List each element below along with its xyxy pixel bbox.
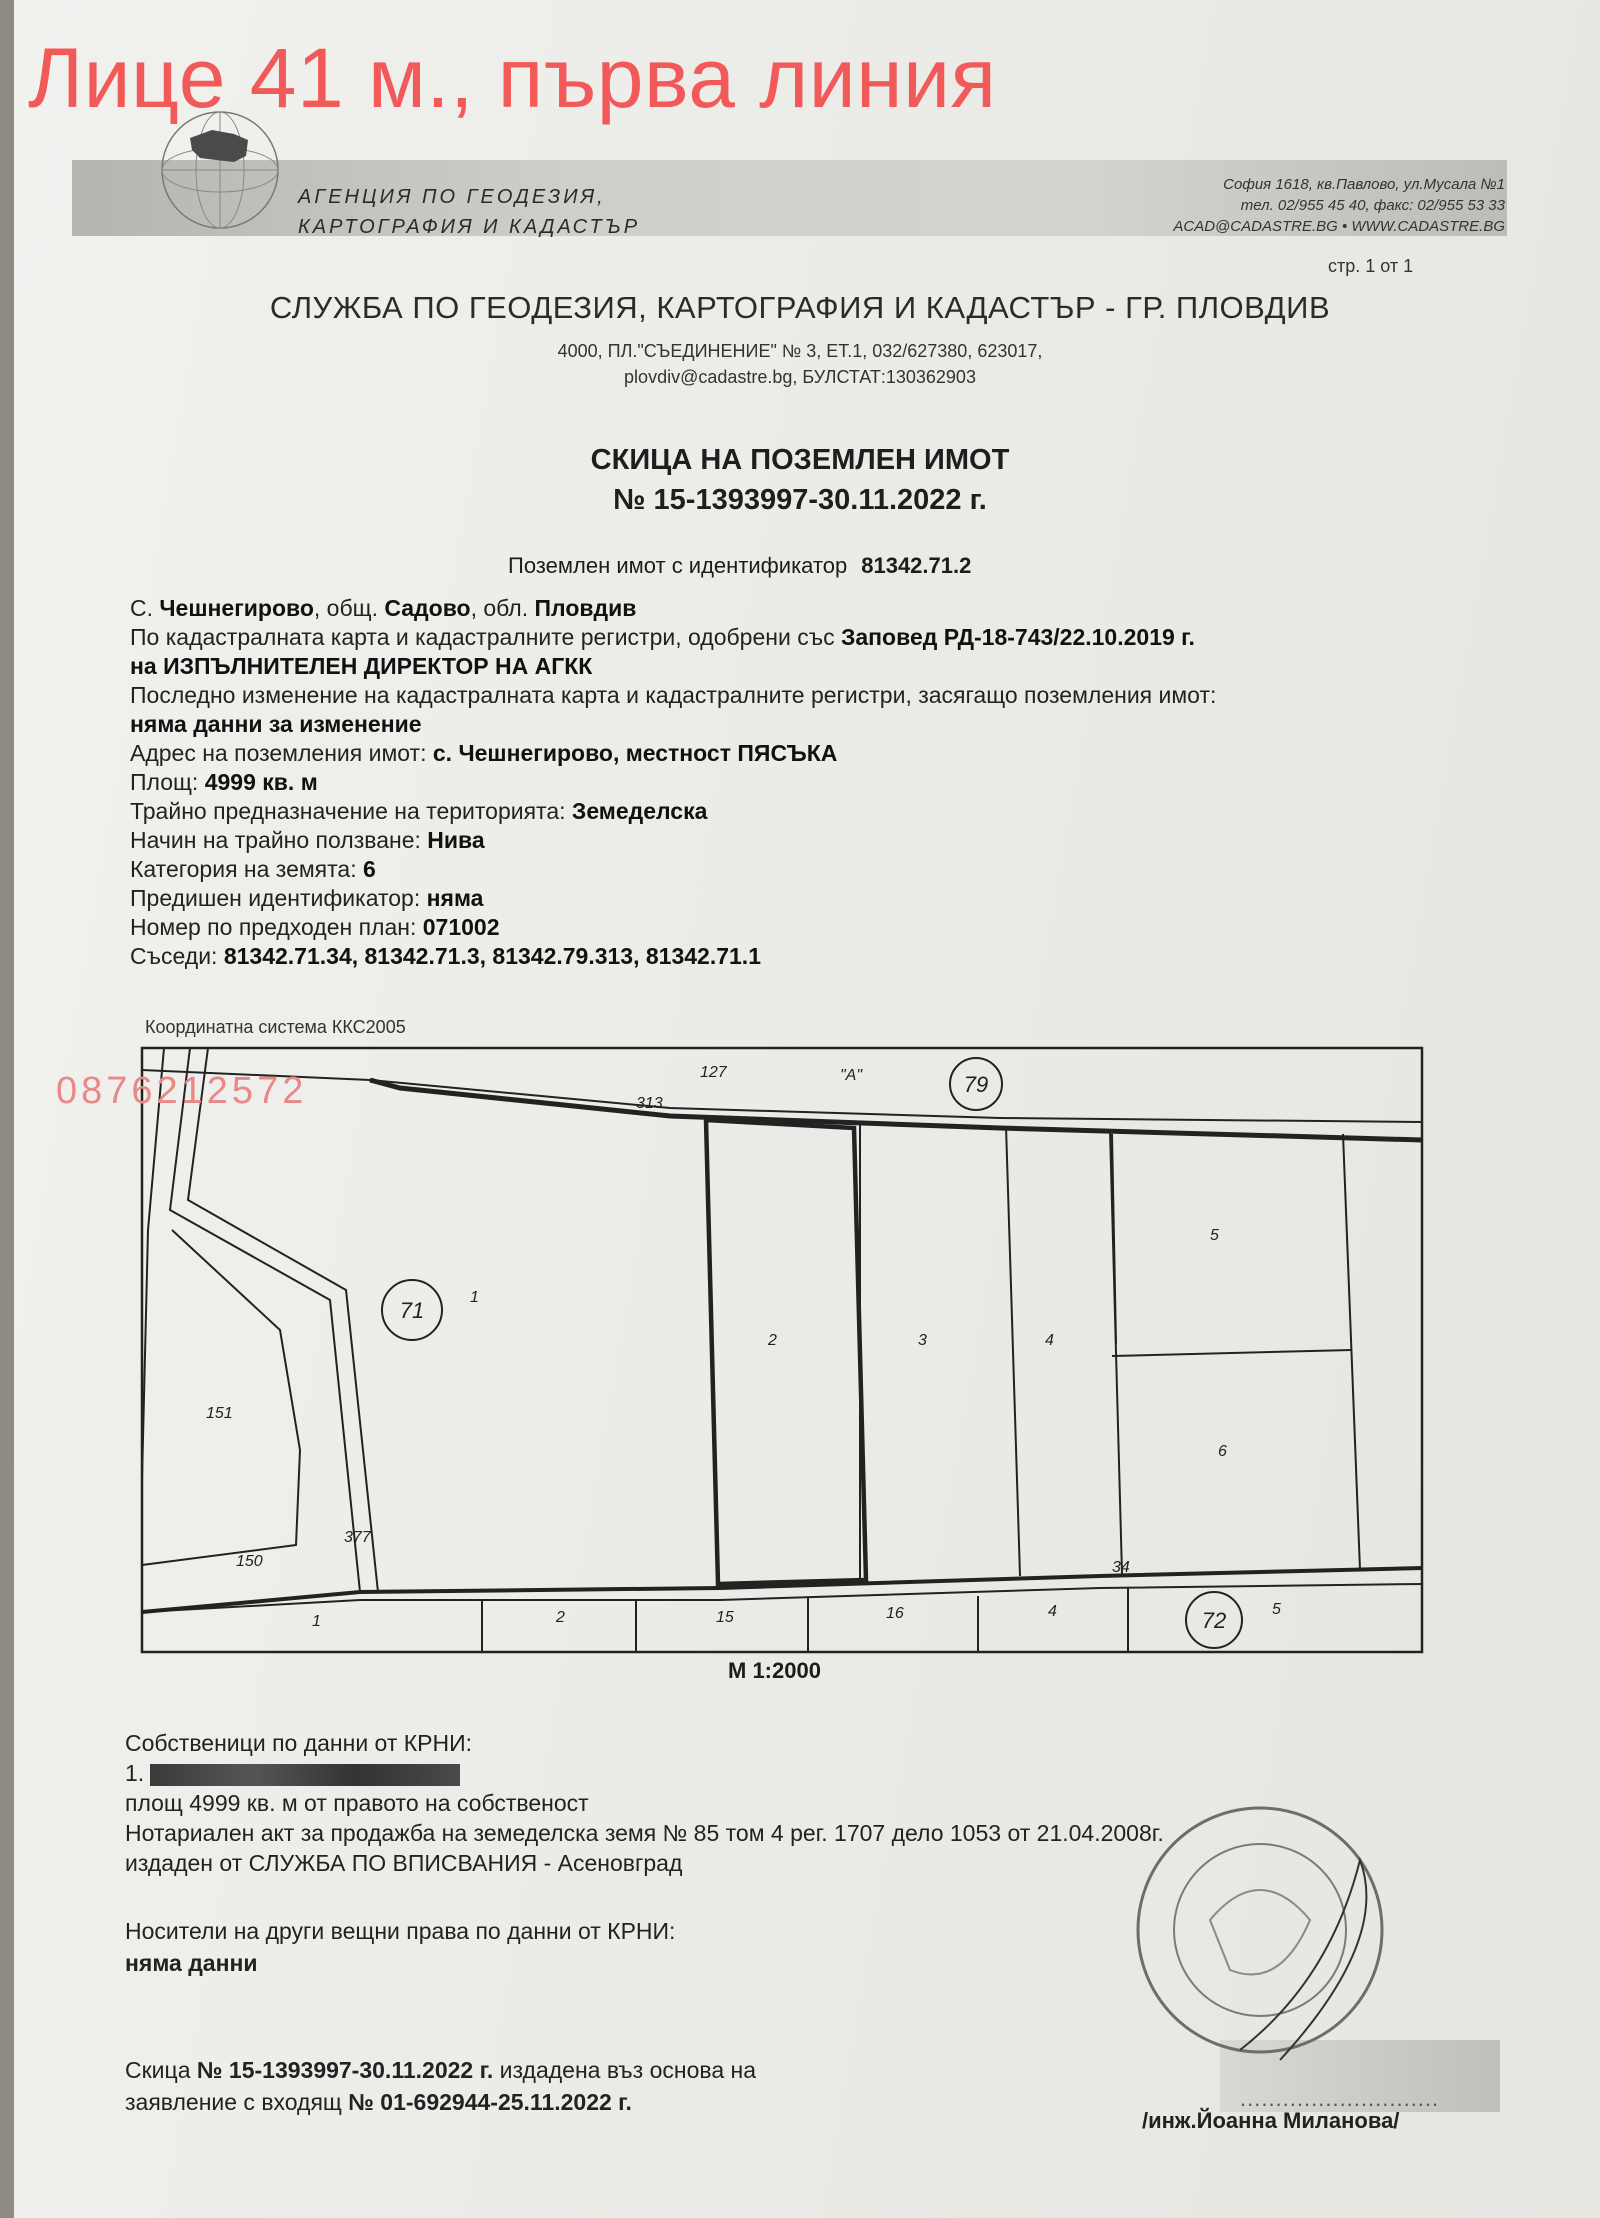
map-label-4: 4 (1045, 1332, 1054, 1349)
road-bottom-upper (142, 1568, 1422, 1612)
listing-phone: 0876212572 (56, 1070, 308, 1112)
agency-contact: София 1618, кв.Павлово, ул.Мусала №1 тел. 02/955 45 40, факс: 02/955 53 33 ACAD@CADASTRE.BG • WWW.CADASTRE.BG (1173, 176, 1505, 235)
property-identifier: Поземлен имот с идентификатор 81342.71.2 (508, 553, 972, 578)
road-top-lower (370, 1080, 1422, 1140)
redacted-owner-name (150, 1764, 460, 1786)
left-road-b (188, 1048, 378, 1592)
address-line: Адрес на поземления имот: с. Чешнегирово, местност ПЯСЪКА (130, 740, 838, 766)
map-label-377: 377 (344, 1529, 371, 1546)
previous-id-line: Предишен идентификатор: няма (130, 885, 484, 911)
map-label-strip-4: 4 (1048, 1603, 1057, 1620)
map-zone-72: 72 (1201, 1608, 1227, 1633)
map-label-1: 1 (470, 1289, 479, 1306)
map-label-strip-2: 2 (556, 1609, 565, 1626)
map-label-6: 6 (1218, 1443, 1227, 1460)
other-rights-section: Носители на други вещни права по данни от КРНИ: няма данни (125, 1918, 676, 1976)
road-top-upper (142, 1070, 1422, 1122)
map-label-34: 34 (1112, 1559, 1130, 1576)
office-address: 4000, ПЛ."СЪЕДИНЕНИЕ" № 3, ЕТ.1, 032/627380, 623017, plovdiv@cadastre.bg, БУЛСТАТ:130362903 (557, 341, 1043, 387)
map-label-strip-1: 1 (312, 1613, 321, 1630)
owners-heading: Собственици по данни от КРНИ: (125, 1730, 473, 1756)
map-label-strip-15: 15 (716, 1609, 734, 1626)
neighbors-line: Съседи: 81342.71.34, 81342.71.3, 81342.79.313, 81342.71.1 (130, 943, 761, 969)
listing-overlay-title: Лице 41 м., първа линия (28, 31, 997, 125)
map-label-3: 3 (918, 1332, 927, 1349)
map-label-150: 150 (236, 1553, 263, 1570)
left-road-c (142, 1230, 300, 1565)
left-road-a (170, 1048, 360, 1592)
target-parcel-boundary (706, 1120, 866, 1584)
map-label-strip-5: 5 (1272, 1601, 1281, 1618)
last-change-label: Последно изменение на кадастралната карта и кадастралните регистри, засягащо поземления имот: (130, 682, 1217, 708)
map-label-127: 127 (700, 1064, 727, 1081)
map-label-a: "А" (840, 1067, 863, 1084)
map-label-2: 2 (768, 1332, 777, 1349)
map-zone-79: 79 (963, 1072, 989, 1097)
owner-share: площ 4999 кв. м от правото на собственост (125, 1790, 589, 1816)
area-line: Площ: 4999 кв. м (130, 769, 318, 795)
usage-line: Начин на трайно ползване: Нива (130, 827, 485, 853)
signer-name: /инж.Йоанна Миланова/ (1142, 2108, 1400, 2133)
coordinate-system: Координатна система ККС2005 (145, 1017, 406, 1037)
map-label-strip-16: 16 (886, 1605, 904, 1622)
office-name: СЛУЖБА ПО ГЕОДЕЗИЯ, КАРТОГРАФИЯ И КАДАСТЪР - ГР. ПЛОВДИВ (269, 290, 1331, 325)
official-stamp (1130, 1800, 1400, 2070)
agency-name: АГЕНЦИЯ ПО ГЕОДЕЗИЯ, КАРТОГРАФИЯ И КАДАСТЪР (298, 186, 641, 238)
approval-authority: на ИЗПЪЛНИТЕЛЕН ДИРЕКТОР НА АГКК (130, 653, 593, 679)
approval-line: По кадастралната карта и кадастралните регистри, одобрени със Заповед РД-18-743/22.10.2019 г. (130, 624, 1195, 650)
map-label-313: 313 (636, 1095, 663, 1112)
document-title: СКИЦА НА ПОЗЕМЛЕН ИМОТ № 15-1393997-30.11.2022 г. (590, 444, 1010, 516)
map-label-151: 151 (206, 1405, 233, 1422)
page-counter: стр. 1 от 1 (1328, 256, 1414, 276)
last-change-value: няма данни за изменение (130, 711, 422, 737)
owner-entry: 1. (125, 1758, 1325, 1788)
issued-info: Скица № 15-1393997-30.11.2022 г. издадена въз основа на заявление с входящ № 01-692944-25.11.2022 г. (125, 2057, 757, 2115)
map-scale: М 1:2000 (728, 1658, 821, 1683)
map-label-5: 5 (1210, 1227, 1219, 1244)
owner-deed: Нотариален акт за продажба на земеделска земя № 85 том 4 рег. 1707 дело 1053 от 21.04.2008г. (125, 1820, 1164, 1846)
category-line: Категория на земята: 6 (130, 856, 376, 882)
map-zone-71: 71 (399, 1298, 425, 1323)
location-line: С. Чешнегирово, общ. Садово, обл. Пловдив (130, 595, 637, 621)
owner-issuer: издаден от СЛУЖБА ПО ВПИСВАНИЯ - Асеновград (125, 1850, 683, 1876)
purpose-line: Трайно предназначение на територията: Земеделска (130, 798, 708, 824)
map-frame (142, 1048, 1422, 1652)
previous-plan-line: Номер по предходен план: 071002 (130, 914, 500, 940)
signature-line: ............................ (1240, 2086, 1440, 2111)
